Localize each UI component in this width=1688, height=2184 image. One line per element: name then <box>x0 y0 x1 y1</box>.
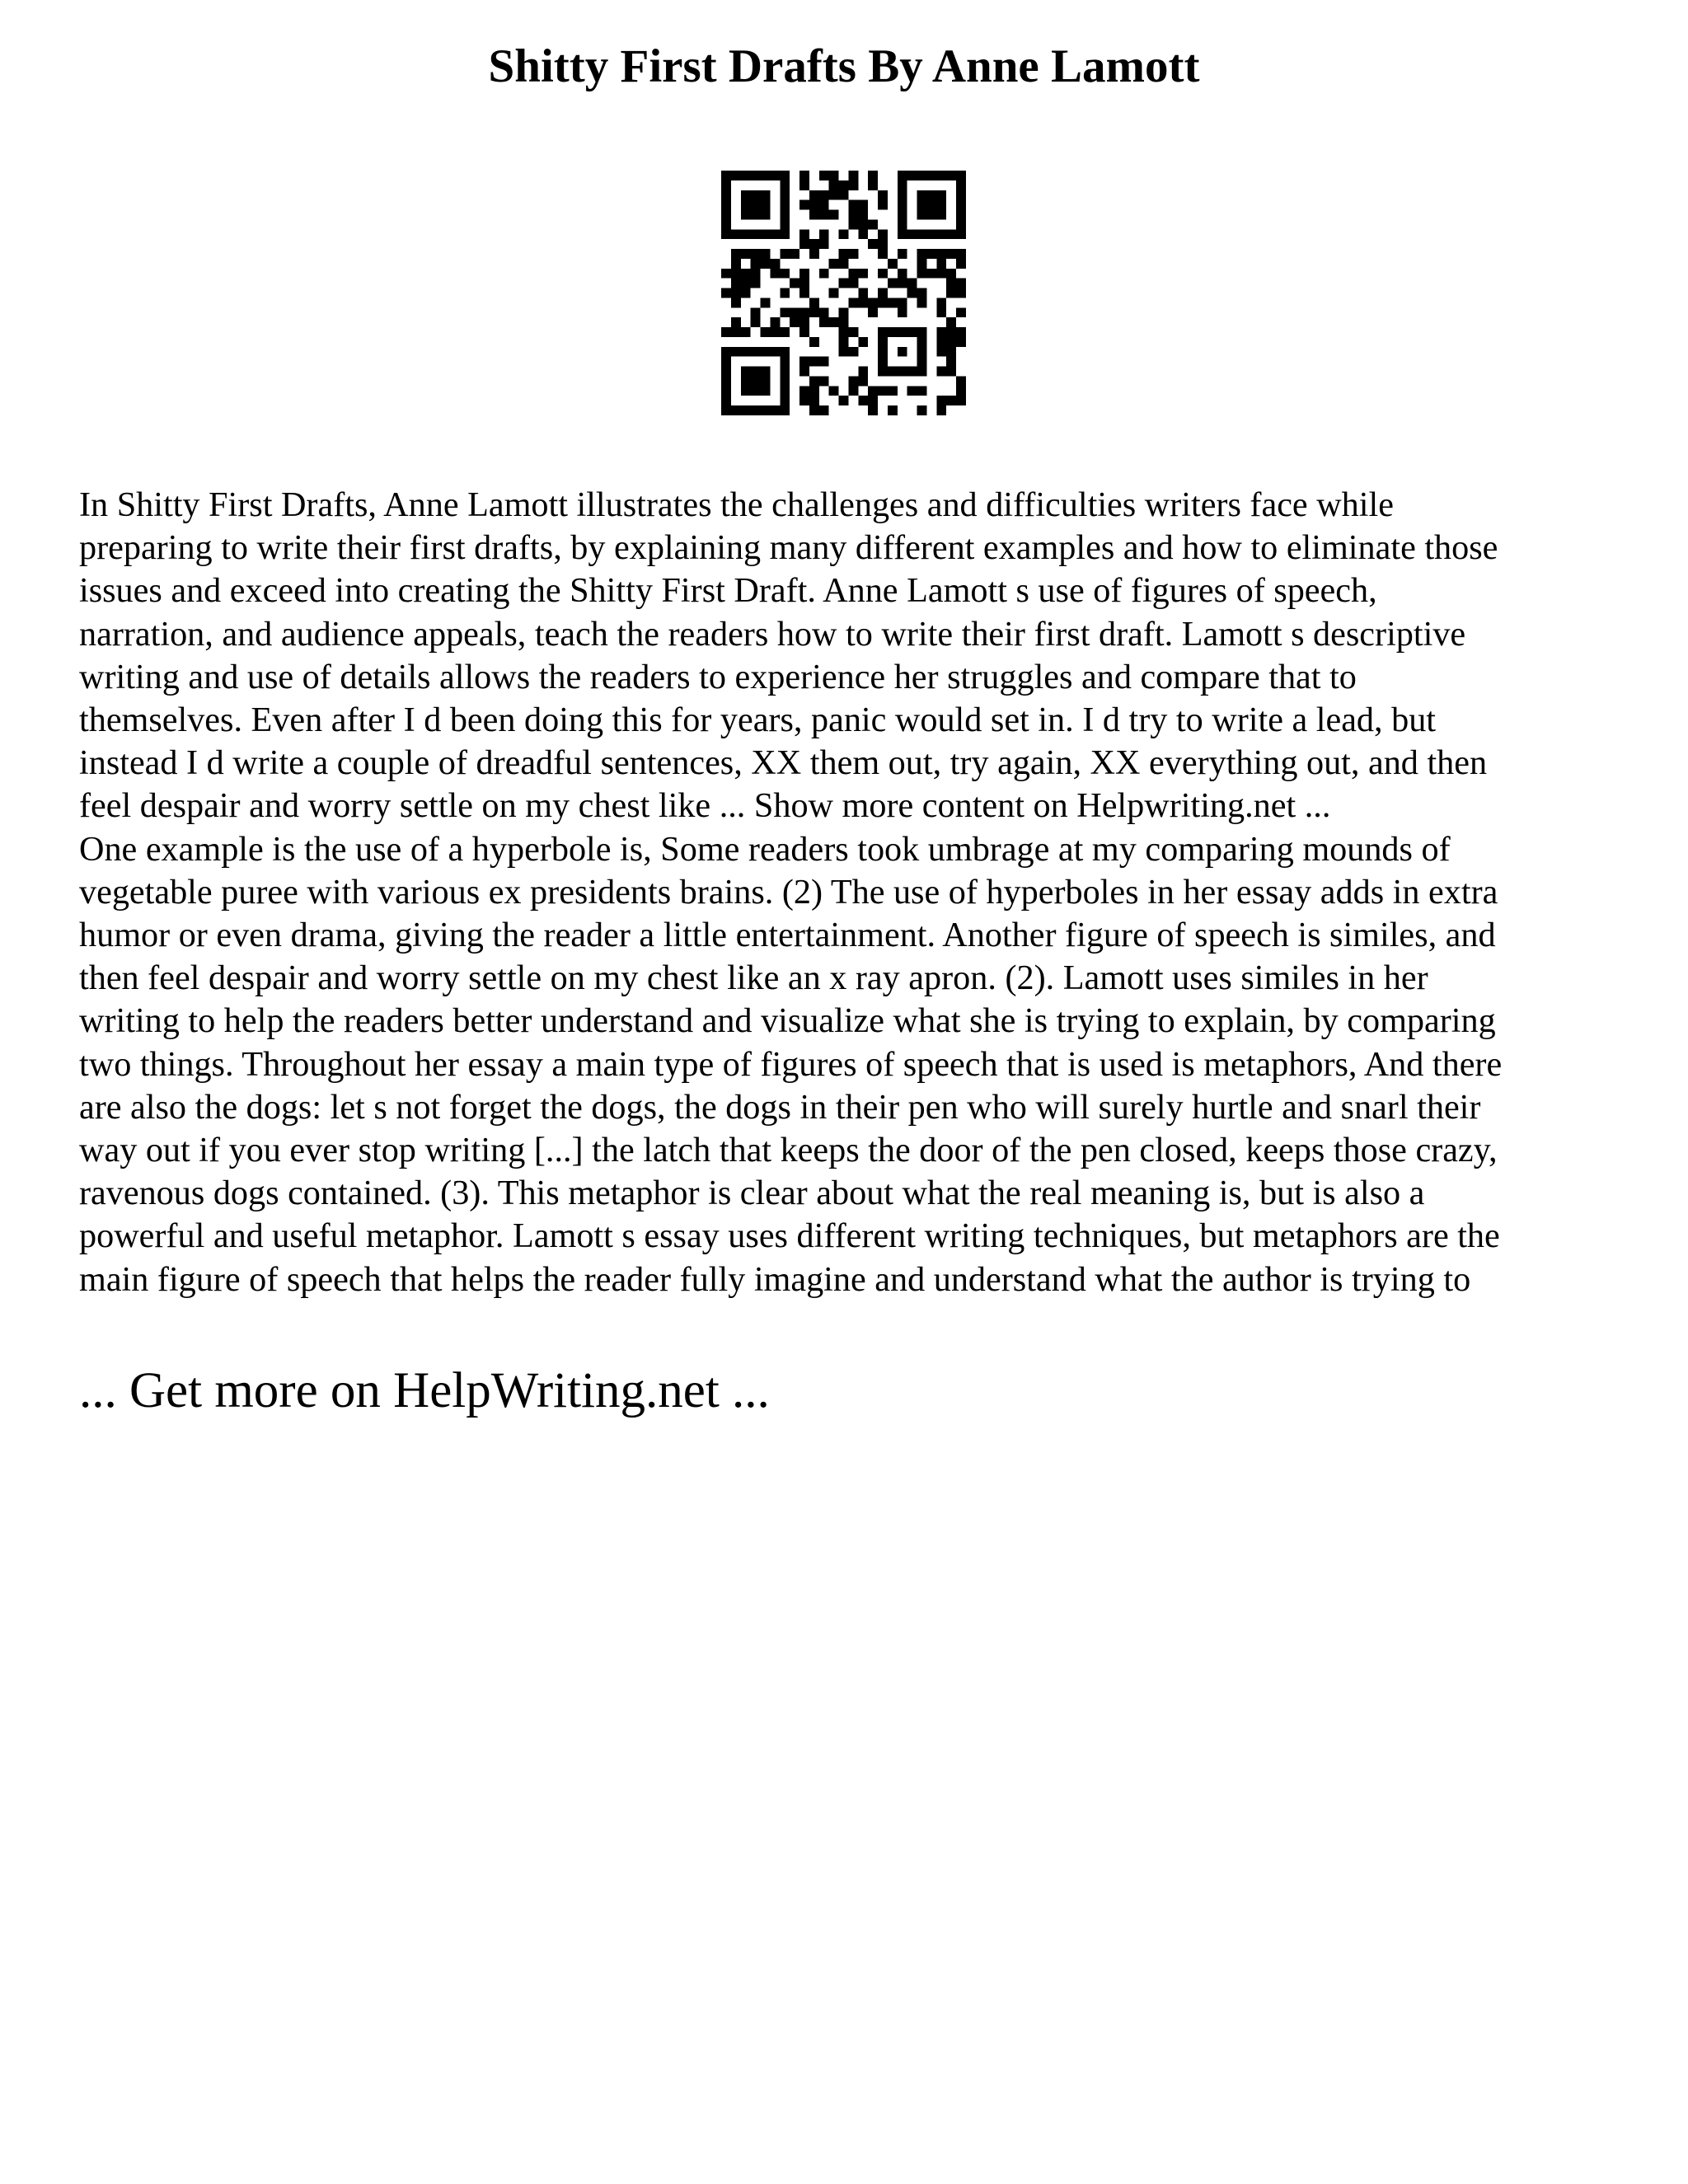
body-paragraph: One example is the use of a hyperbole is, Some readers took umbrage at my comparing mounds of vegetable puree with various ex presidents brains. (2) The use of hyperboles in her essay adds in extra humor or even drama, giving the reader a little entertainment. Another figure of speech is similes, and then feel despair and worry settle on my chest like an x ray apron. (2). Lamott uses similes in her writing to help the readers better understand and visualize what she is trying to explain, by comparing two things. Throughout her essay a main type of figures of speech that is used is metaphors, And there are also the dogs: let s not forget the dogs, the dogs in their pen who will surely hurtle and snarl their way out if you ever stop writing [...] the latch that keeps the door of the pen closed, keeps those crazy, ravenous dogs contained. (3). This metaphor is clear about what the real meaning is, but is also a powerful and useful metaphor. Lamott s essay uses different writing techniques, but metaphors are the main figure of speech that helps the reader fully imagine and understand what the author is trying to <box>79 829 1503 1299</box>
document-title: Shitty First Drafts By Anne Lamott <box>488 40 1200 92</box>
get-more-link[interactable]: ... Get more on HelpWriting.net ... <box>79 1363 770 1418</box>
document-body <box>79 484 1620 1301</box>
body-paragraph: In Shitty First Drafts, Anne Lamott illustrates the challenges and difficulties writers face while preparing to write their first drafts, by explaining many different examples and how to eliminate those issues and exceed into creating the Shitty First Draft. Anne Lamott s use of figures of speech, narration, and audience appeals, teach the readers how to write their first draft. Lamott s descriptive writing and use of details allows the readers to experience her struggles and compare that to themselves. Even after I d been doing this for years, panic would set in. I d try to write a lead, but instead I d write a couple of dreadful sentences, XX them out, try again, XX everything out, and then feel despair and worry settle on my chest like ... Show more content on Helpwriting.net ... <box>79 485 1498 826</box>
qr-code-icon[interactable] <box>721 171 966 415</box>
